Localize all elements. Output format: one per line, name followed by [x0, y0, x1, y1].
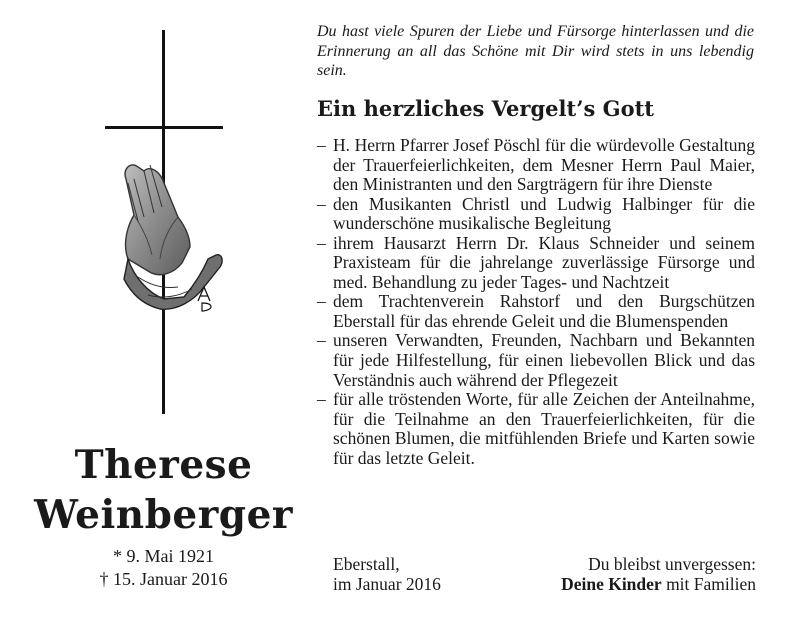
- deceased-name: [20, 440, 307, 540]
- list-item: – ihrem Hausarzt Herrn Dr. Klaus Schneider und seinem Praxisteam für die jahrelange zuverlässige Fürsorge und med. Behandlung zu jeder Tages- und Nachtzeit: [317, 234, 755, 293]
- list-item: – den Musikanten Christl und Ludwig Halbinger für die wunderschöne musikalische Begleitung: [317, 195, 755, 234]
- cross-icon-horizontal: [105, 126, 223, 129]
- last-name: Weinberger: [34, 492, 293, 538]
- death-date: † 15. Januar 2016: [99, 569, 228, 589]
- signature-family: [520, 574, 756, 594]
- signature: [520, 554, 756, 594]
- thanks-list: [317, 136, 755, 468]
- life-dates: [20, 545, 307, 591]
- birth-date: * 9. Mai 1921: [113, 546, 214, 566]
- list-item: – für alle tröstenden Worte, für alle Zeichen der Anteilnahme, für die Teilnahme an den Trauerfeierlichkeiten, für die schönen Blumen, die mitfühlenden Briefe und Karten sowie für das letzte Geleit.: [317, 390, 755, 468]
- place: Eberstall,: [333, 554, 400, 574]
- signature-bold: Deine Kinder: [561, 574, 662, 594]
- thanks-heading: Ein herzliches Vergelt’s Gott: [317, 96, 654, 121]
- list-item: – dem Trachtenverein Rahstorf und den Burgschützen Eberstall für das ehrende Geleit und die Blumenspenden: [317, 292, 755, 331]
- date: im Januar 2016: [333, 574, 441, 594]
- motto-text: Du hast viele Spuren der Liebe und Fürsorge hinterlassen und die Erinnerung an all das Schöne mit Dir wird stets in uns lebendig sein.: [317, 23, 754, 79]
- praying-hands-icon: [98, 155, 228, 315]
- signature-line: Du bleibst unvergessen:: [588, 554, 756, 574]
- place-date: [333, 554, 533, 594]
- list-item: – unseren Verwandten, Freunden, Nachbarn und Bekannten für jede Hilfestellung, für einen liebevollen Blick und das Verständnis auch während der Pflegezeit: [317, 331, 755, 390]
- list-item: – H. Herrn Pfarrer Josef Pöschl für die würdevolle Gestaltung der Trauerfeierlichkeiten, dem Mesner Herrn Paul Maier, den Ministranten und den Sargträgern für ihre Dienste: [317, 136, 755, 195]
- signature-rest: mit Familien: [661, 574, 756, 594]
- first-name: Therese: [74, 442, 253, 488]
